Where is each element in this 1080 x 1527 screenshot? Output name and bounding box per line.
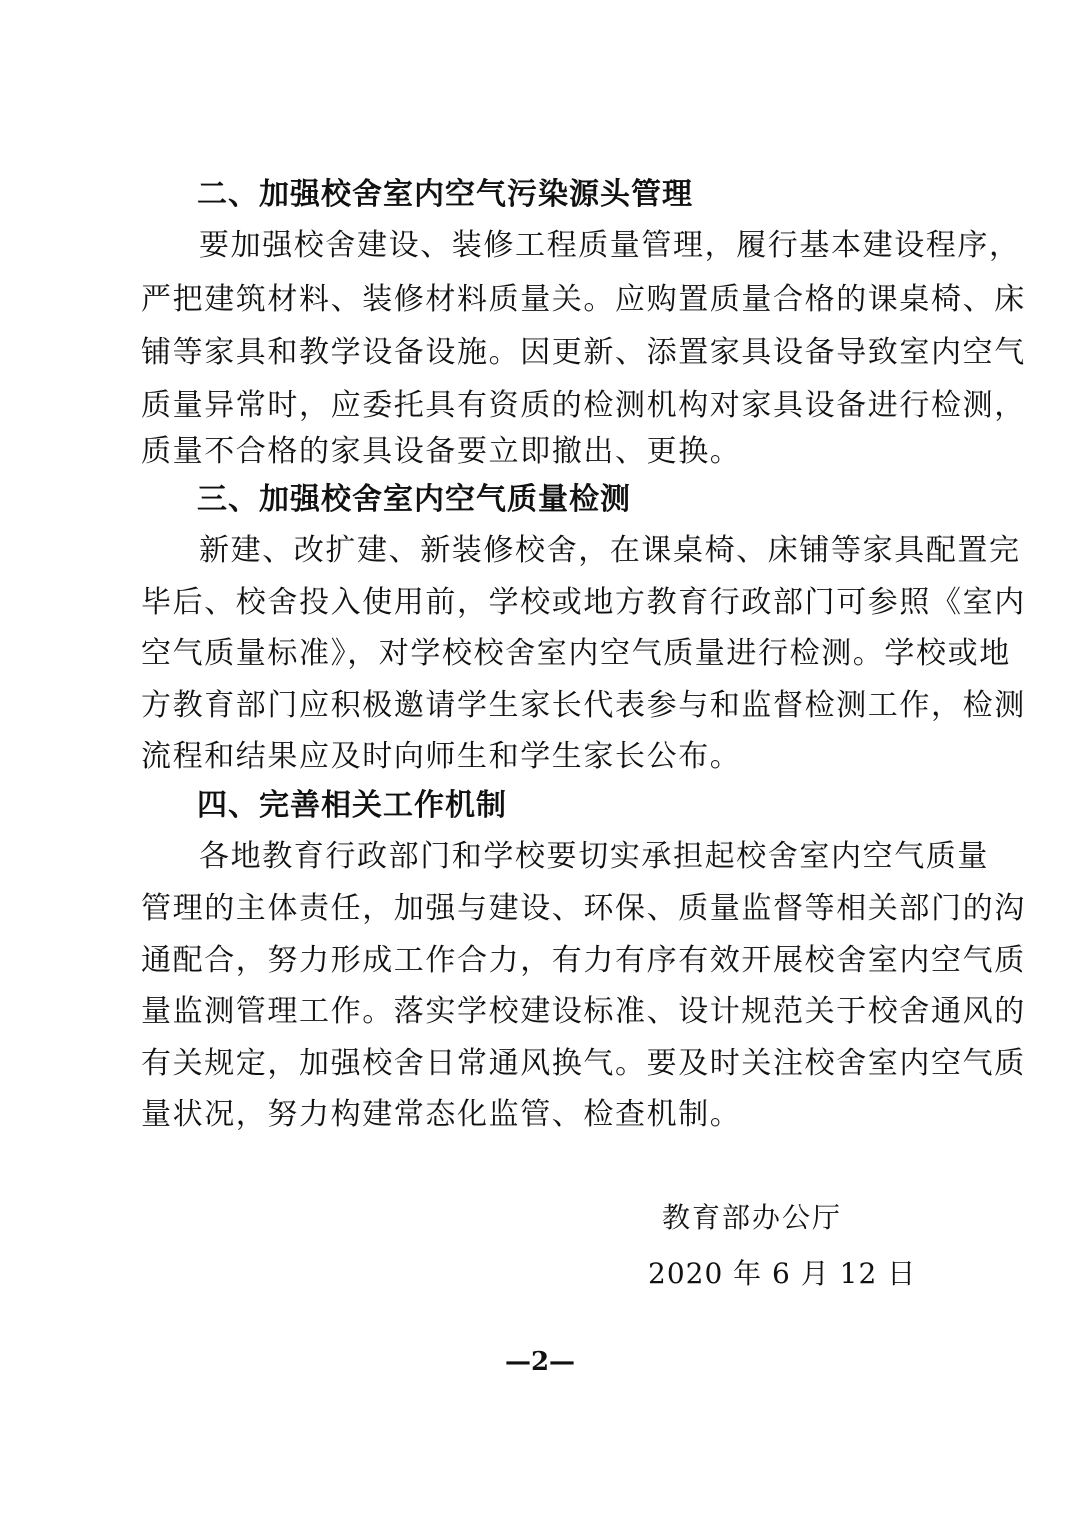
section-3-line-4: 方教育部门应积极邀请学生家长代表参与和监督检测工作，检测 — [141, 688, 1026, 723]
section-3-line-5: 流程和结果应及时向师生和学生家长公布。 — [141, 739, 742, 774]
section-3-heading: 三、加强校舍室内空气质量检测 — [197, 482, 631, 517]
section-4-line-2: 管理的主体责任，加强与建设、环保、质量监督等相关部门的沟 — [141, 891, 1026, 926]
section-3-line-2: 毕后、校舍投入使用前，学校或地方教育行政部门可参照《室内 — [141, 585, 1026, 620]
section-4-line-4: 量监测管理工作。落实学校建设标准、设计规范关于校舍通风的 — [141, 994, 1026, 1029]
page-number: —2— — [504, 1347, 576, 1377]
section-2-line-5: 质量不合格的家具设备要立即撤出、更换。 — [141, 434, 742, 469]
section-2-line-2: 严把建筑材料、装修材料质量关。应购置质量合格的课桌椅、床 — [141, 282, 1026, 317]
section-2-line-4: 质量异常时，应委托具有资质的检测机构对家具设备进行检测， — [141, 388, 1026, 423]
section-4-line-5: 有关规定，加强校舍日常通风换气。要及时关注校舍室内空气质 — [141, 1046, 1026, 1081]
section-4-line-1: 各地教育行政部门和学校要切实承担起校舍室内空气质量 — [199, 839, 989, 874]
section-2-line-1: 要加强校舍建设、装修工程质量管理，履行基本建设程序， — [199, 228, 1021, 263]
issuer-signature: 教育部办公厅 — [662, 1201, 843, 1234]
section-3-line-3: 空气质量标准》，对学校校舍室内空气质量进行检测。学校或地 — [141, 636, 1011, 671]
section-2-heading: 二、加强校舍室内空气污染源头管理 — [197, 177, 693, 212]
issue-date: 2020 年 6 月 12 日 — [648, 1257, 917, 1290]
section-4-line-3: 通配合，努力形成工作合力，有力有序有效开展校舍室内空气质 — [141, 943, 1026, 978]
section-3-line-1: 新建、改扩建、新装修校舍，在课桌椅、床铺等家具配置完 — [199, 533, 1021, 568]
section-4-line-6: 量状况，努力构建常态化监管、检查机制。 — [141, 1097, 742, 1132]
section-4-heading: 四、完善相关工作机制 — [197, 788, 507, 823]
section-2-line-3: 铺等家具和教学设备设施。因更新、添置家具设备导致室内空气 — [141, 335, 1026, 370]
